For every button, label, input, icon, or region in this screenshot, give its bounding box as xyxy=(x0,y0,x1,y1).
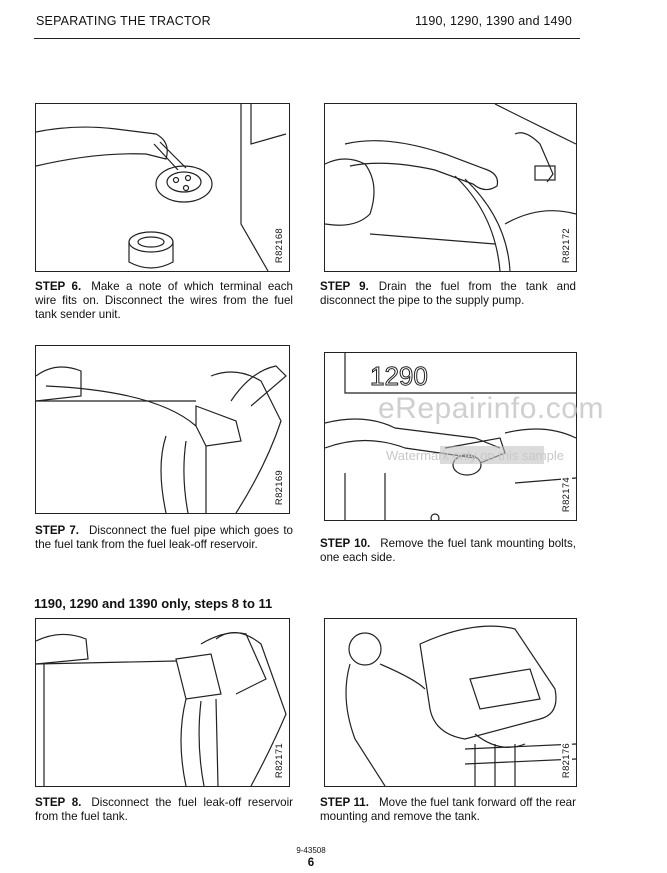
step-text: Make a note of which terminal each wire fits on. Disconnect the wires from the fuel tank sender unit. xyxy=(35,280,293,321)
caption-step-10 xyxy=(320,537,576,565)
section-heading: 1190, 1290 and 1390 only, steps 8 to 11 xyxy=(34,596,273,611)
caption-step-6 xyxy=(35,280,293,322)
illustration-tank-removal xyxy=(325,619,576,786)
step-text: Disconnect the fuel leak-off reservoir from the fuel tank. xyxy=(35,796,294,823)
watermark-text: eRepairinfo.com xyxy=(378,392,604,425)
step-label: STEP 9. xyxy=(320,280,369,293)
figure-step-8 xyxy=(35,618,290,787)
step-label: STEP 10. xyxy=(320,537,371,550)
svg-text:1290: 1290 xyxy=(370,361,428,391)
document-number: 9-43508 xyxy=(296,846,326,855)
figure-code: R82169 xyxy=(274,469,285,505)
figure-step-11 xyxy=(324,618,577,787)
watermark-subtext: Watermark only on this sample xyxy=(386,448,564,463)
step-label: STEP 8. xyxy=(35,796,82,809)
figure-code: R82174 xyxy=(561,476,572,512)
figure-code: R82168 xyxy=(274,227,285,263)
header-rule xyxy=(34,38,580,39)
illustration-sender-unit xyxy=(36,104,289,271)
page-number: 6 xyxy=(307,857,315,869)
figure-code: R82171 xyxy=(274,742,285,778)
step-text: Disconnect the fuel pipe which goes to the fuel tank from the fuel leak-off reservoir. xyxy=(35,524,294,551)
illustration-reservoir xyxy=(36,619,289,786)
step-text: Move the fuel tank forward off the rear mounting and remove the tank. xyxy=(320,796,576,823)
step-text: Drain the fuel from the tank and disconnect the pipe to the supply pump. xyxy=(320,280,576,307)
figure-code: R82176 xyxy=(561,742,572,778)
figure-step-10 xyxy=(324,352,577,521)
step-label: STEP 6. xyxy=(35,280,82,293)
caption-step-9 xyxy=(320,280,576,308)
figure-step-6 xyxy=(35,103,290,272)
figure-code: R82172 xyxy=(561,227,572,263)
caption-step-7 xyxy=(35,524,293,552)
caption-step-8 xyxy=(35,796,293,824)
step-label: STEP 11. xyxy=(320,796,369,809)
figure-step-7 xyxy=(35,345,290,514)
illustration-leak-off-pipe xyxy=(36,346,289,513)
illustration-fuel-pipe-wrench xyxy=(325,104,576,271)
header-section-title: SEPARATING THE TRACTOR xyxy=(36,14,211,28)
caption-step-11 xyxy=(320,796,576,824)
illustration-mounting-bolts xyxy=(325,353,576,520)
step-label: STEP 7. xyxy=(35,524,79,537)
figure-step-9 xyxy=(324,103,577,272)
header-model-list: 1190, 1290, 1390 and 1490 xyxy=(415,14,572,28)
step-text: Remove the fuel tank mounting bolts, one each side. xyxy=(320,537,576,564)
